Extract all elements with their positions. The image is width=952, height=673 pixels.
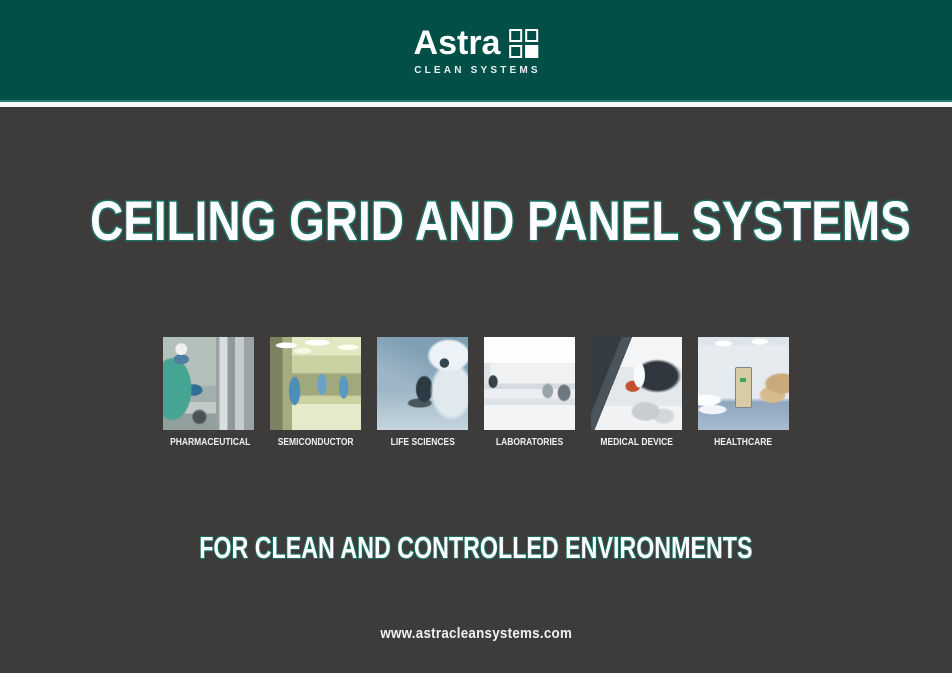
industry-label: HEALTHCARE xyxy=(714,437,773,448)
industry-card-pharmaceutical xyxy=(163,337,254,448)
cover-title-text: CEILING GRID AND PANEL SYSTEMS xyxy=(90,189,911,252)
website-url[interactable] xyxy=(0,627,952,642)
industry-card-medical-device xyxy=(591,337,682,448)
logo-square-outline xyxy=(509,45,522,58)
logo-square-outline xyxy=(509,29,522,42)
industry-card-healthcare xyxy=(698,337,789,448)
cover-title xyxy=(0,189,952,252)
laboratories-photo xyxy=(484,337,575,430)
brand-logo xyxy=(411,26,541,76)
life-sciences-photo xyxy=(377,337,468,430)
industry-label: PHARMACEUTICAL xyxy=(170,437,251,448)
medical-device-photo xyxy=(591,337,682,430)
industry-label: MEDICAL DEVICE xyxy=(600,437,673,448)
brand-header xyxy=(0,0,952,100)
cover-subtitle-text: FOR CLEAN AND CONTROLLED ENVIRONMENTS xyxy=(199,530,753,565)
logo-square-outline xyxy=(525,29,538,42)
industry-strip xyxy=(0,337,952,448)
brand-name: Astra xyxy=(413,24,501,62)
healthcare-photo xyxy=(698,337,789,430)
website-url-text: www.astracleansystems.com xyxy=(380,626,572,642)
industry-label: SEMICONDUCTOR xyxy=(277,437,354,448)
industry-label: LABORATORIES xyxy=(495,437,564,448)
cover-subtitle xyxy=(0,532,952,563)
industry-card-life-sciences xyxy=(377,337,468,448)
brand-tagline: CLEAN SYSTEMS xyxy=(414,65,541,76)
industry-label: LIFE SCIENCES xyxy=(390,437,455,448)
industry-card-laboratories xyxy=(484,337,575,448)
four-squares-logo-icon xyxy=(509,29,538,58)
semiconductor-photo xyxy=(270,337,361,430)
industry-card-semiconductor xyxy=(270,337,361,448)
cover-body xyxy=(0,107,952,673)
pharmaceutical-photo xyxy=(163,337,254,430)
logo-square-solid xyxy=(525,45,538,58)
